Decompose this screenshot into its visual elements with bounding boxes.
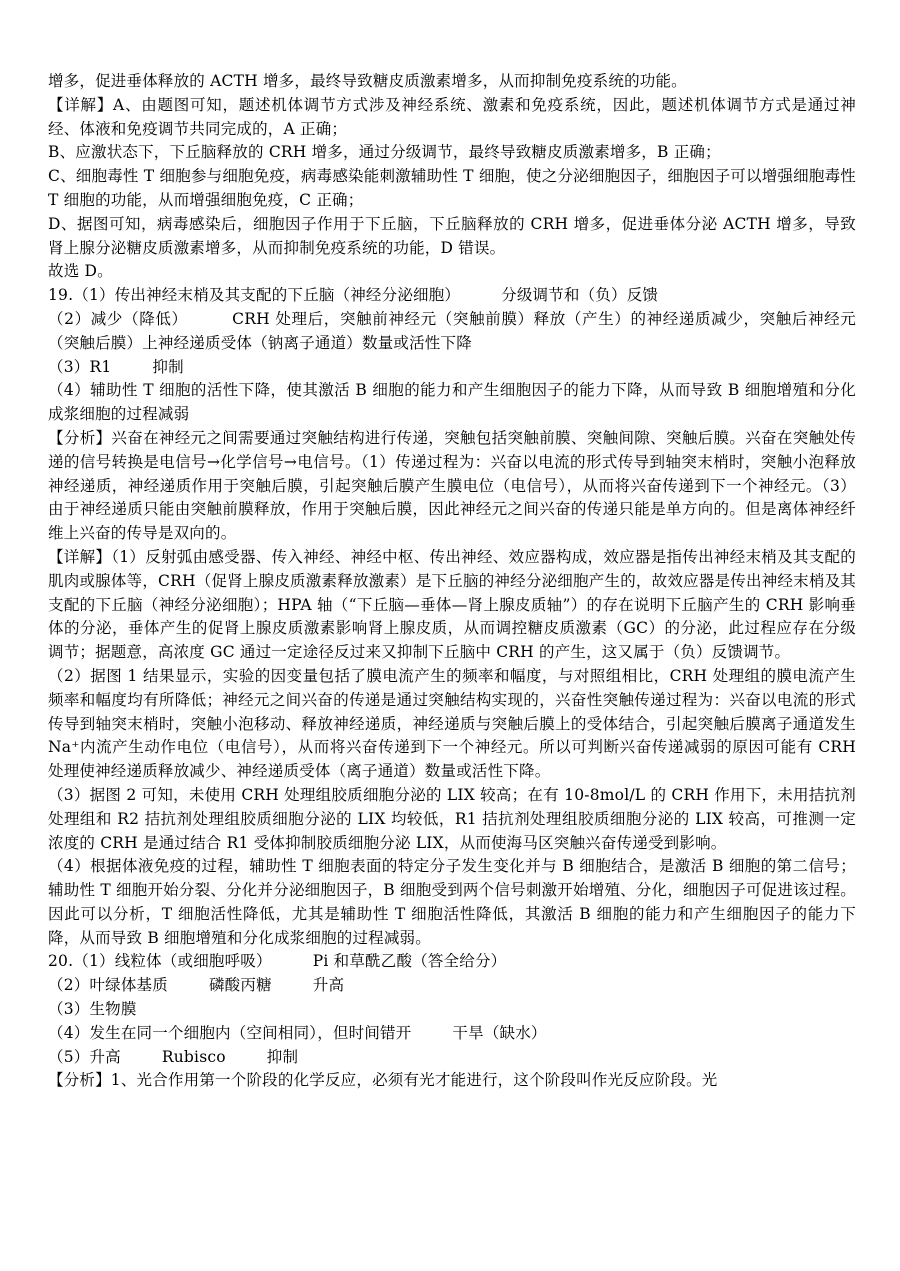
q19-detail-1: 【详解】（1）反射弧由感受器、传入神经、神经中枢、传出神经、效应器构成，效应器是指传出神经末梢及其支配的肌肉或腺体等，CRH（促肾上腺皮质激素释放激素）是下丘脑的神经分泌细胞产生的，故效应器是传出神经末梢及其支配的下丘脑（神经分泌细胞）；HPA 轴（“下丘脑—垂体—肾上腺皮质轴”）的存在说明下丘脑产生的 CRH 影响垂体的分泌，垂体产生的促肾上腺皮质激素影响肾上腺皮质，从而调控糖皮质激素（GC）的分泌，此过程应存在分级调节；据题意，高浓度 GC 通过一定途径反过来又抑制下丘脑中 CRH 的产生，这又属于（负）反馈调节。 — [48, 547, 856, 662]
q19-answer-1: 19.（1）传出神经末梢及其支配的下丘脑（神经分泌细胞） 分级调节和（负）反馈 — [48, 286, 659, 305]
q19-answer-2: （2）减少（降低） CRH 处理后，突触前神经元（突触前膜）释放（产生）的神经递质减少，突触后神经元（突触后膜）上神经递质受体（钠离子通道）数量或活性下降 — [48, 309, 856, 352]
q20-answer-2: （2）叶绿体基质 磷酸丙糖 升高 — [48, 976, 345, 995]
detail-d: D、据图可知，病毒感染后，细胞因子作用于下丘脑，下丘脑释放的 CRH 增多，促进垂体分泌 ACTH 增多，导致肾上腺分泌糖皮质激素增多，从而抑制免疫系统的功能，D 错误。 — [48, 214, 856, 257]
q19-detail-3: （3）据图 2 可知，未使用 CRH 处理组胶质细胞分泌的 LIX 较高；在有 10-8mol/L 的 CRH 作用下，未用拮抗剂处理组和 R2 拮抗剂处理组胶质细胞分泌的 LIX 均较低，R1 拮抗剂处理组胶质细胞分泌的 LIX 较高，可推测一定浓度的 CRH 是通过结合 R1 受体抑制胶质细胞分泌 LIX，从而使海马区突触兴奋传递受到影响。 — [48, 785, 856, 852]
text-line-1: 增多，促进垂体释放的 ACTH 增多，最终导致糖皮质激素增多，从而抑制免疫系统的功能。 — [48, 72, 687, 90]
q19-answer-4: （4）辅助性 T 细胞的活性下降，使其激活 B 细胞的能力和产生细胞因子的能力下降，从而导致 B 细胞增殖和分化成浆细胞的过程减弱 — [48, 381, 856, 424]
q19-detail-2: （2）据图 1 结果显示，实验的因变量包括了膜电流产生的频率和幅度，与对照组相比，CRH 处理组的膜电流产生频率和幅度均有所降低；神经元之间兴奋的传递是通过突触结构实现的，兴奋性突触传递过程为：兴奋以电流的形式传导到轴突末梢时，突触小泡移动、释放神经递质，神经递质与突触后膜上的受体结合，引起突触后膜离子通道发生 Na⁺内流产生动作电位（电信号），从而将兴奋传递到下一个神经元。所以可判断兴奋传递减弱的原因可能有 CRH 处理使神经递质释放减少、神经递质受体（离子通道）数量或活性下降。 — [48, 666, 862, 781]
detail-b: B、应激状态下，下丘脑释放的 CRH 增多，通过分级调节，最终导致糖皮质激素增多，B 正确； — [48, 143, 721, 162]
q19-detail-4: （4）根据体液免疫的过程，辅助性 T 细胞表面的特定分子发生变化并与 B 细胞结合，是激活 B 细胞的第二信号；辅助性 T 细胞开始分裂、分化并分泌细胞因子，B 细胞受到两个信号刺激开始增殖、分化，细胞因子可促进该过程。因此可以分析，T 细胞活性降低，尤其是辅助性 T 细胞活性降低，其激活 B 细胞的能力和产生细胞因子的能力下降，从而导致 B 细胞增殖和分化成浆细胞的过程减弱。 — [48, 857, 856, 947]
q20-answer-4: （4）发生在同一个细胞内（空间相同），但时间错开 干旱（缺水） — [48, 1023, 547, 1042]
q20-answer-5: （5）升高 Rubisco 抑制 — [48, 1047, 299, 1066]
q20-analysis: 【分析】1、光合作用第一个阶段的化学反应，必须有光才能进行，这个阶段叫作光反应阶段。光 — [48, 1071, 718, 1090]
answer-choice: 故选 D。 — [48, 262, 113, 281]
q20-answer-1: 20.（1）线粒体（或细胞呼吸） Pi 和草酰乙酸（答全给分） — [48, 952, 507, 971]
q19-analysis: 【分析】兴奋在神经元之间需要通过突触结构进行传递，突触包括突触前膜、突触间隙、突触后膜。兴奋在突触处传递的信号转换是电信号→化学信号→电信号。（1）传递过程为：兴奋以电流的形式传导到轴突末梢时，突触小泡释放神经递质，神经递质作用于突触后膜，引起突触后膜产生膜电位（电信号），从而将兴奋传递到下一个神经元。（3）由于神经递质只能由突触前膜释放，作用于突触后膜，因此神经元之间兴奋的传递只能是单方向的。但是离体神经纤维上兴奋的传导是双向的。 — [48, 428, 856, 543]
detail-a: 【详解】A、由题图可知，题述机体调节方式涉及神经系统、激素和免疫系统，因此，题述机体调节方式是通过神经、体液和免疫调节共同完成的，A 正确； — [48, 95, 856, 138]
q20-answer-3: （3）生物膜 — [48, 1000, 137, 1019]
document-body — [48, 70, 862, 1093]
q19-answer-3: （3）R1 抑制 — [48, 357, 184, 376]
detail-c: C、细胞毒性 T 细胞参与细胞免疫，病毒感染能刺激辅助性 T 细胞，使之分泌细胞因子，细胞因子可以增强细胞毒性 T 细胞的功能，从而增强细胞免疫，C 正确； — [48, 167, 862, 209]
